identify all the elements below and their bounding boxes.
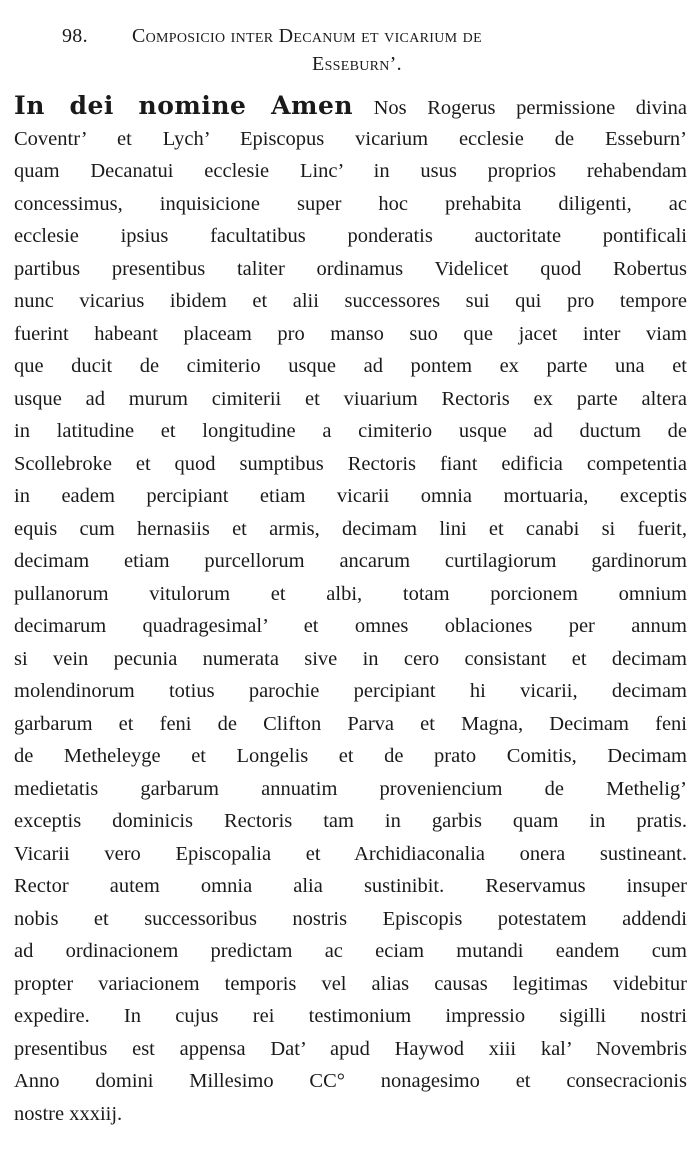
text-line: nobis et successoribus nostris Episcopis potestatem addendi xyxy=(14,907,687,930)
charter-text xyxy=(14,90,687,1130)
text-line: presentibus est appensa Dat’ apud Haywod xiii kal’ Novembris xyxy=(14,1037,687,1060)
text-line: in latitudine et longitudine a cimiterio usque ad ductum de xyxy=(14,420,687,442)
text-line: medietatis garbarum annuatim proveniencium de Methelig’ xyxy=(14,777,687,800)
text-line: exceptis dominicis Rectoris tam in garbis quam in pratis. xyxy=(14,810,687,832)
text-line: propter variacionem temporis vel alias causas legitimas videbitur xyxy=(14,972,687,995)
text-line: decimarum quadragesimal’ et omnes oblaciones per annum xyxy=(14,615,687,637)
heading-line-1 xyxy=(0,22,700,50)
text-line: Vicarii vero Episcopalia et Archidiaconalia onera sustineant. xyxy=(14,842,687,865)
text-line: Anno domini Millesimo CC° nonagesimo et consecracionis xyxy=(14,1070,687,1092)
incipit: In dei nomine Amen xyxy=(14,91,354,120)
text-line: si vein pecunia numerata sive in cero consistant et decimam xyxy=(14,647,687,670)
charter-number: 98. xyxy=(62,25,88,47)
text-line: que ducit de cimiterio usque ad pontem ex parte una et xyxy=(14,355,687,377)
heading-title-line-1: Composicio inter Decanum et vicarium de xyxy=(132,25,482,47)
text-line: concessimus, inquisicione super hoc prehabita diligenti, ac xyxy=(14,192,687,215)
text-line: decimam etiam purcellorum ancarum curtilagiorum gardinorum xyxy=(14,550,687,572)
text-line: in eadem percipiant etiam vicarii omnia mortuaria, exceptis xyxy=(14,485,687,507)
text-line: molendinorum totius parochie percipiant hi vicarii, decimam xyxy=(14,680,687,702)
text-line: In dei nomine Amen Nos Rogerus permissione divina xyxy=(14,91,687,120)
heading-title-line-2: Esseburn’. xyxy=(312,53,402,75)
text-line: ecclesie ipsius facultatibus ponderatis auctoritate pontificali xyxy=(14,225,687,247)
text-line: usque ad murum cimiterii et viuarium Rectoris ex parte altera xyxy=(14,387,687,410)
text-line: nunc vicarius ibidem et alii successores sui qui pro tempore xyxy=(14,290,687,312)
text-line: de Metheleyge et Longelis et de prato Comitis, Decimam xyxy=(14,745,687,767)
text-line: Coventr’ et Lych’ Episcopus vicarium ecclesie de Esseburn’ xyxy=(14,127,687,150)
document-heading xyxy=(0,22,700,78)
text-line: Rector autem omnia alia sustinibit. Reservamus insuper xyxy=(14,875,687,897)
text-line: ad ordinacionem predictam ac eciam mutandi eandem cum xyxy=(14,940,687,962)
text-line: Scollebroke et quod sumptibus Rectoris fiant edificia competentia xyxy=(14,452,687,475)
text-line: equis cum hernasiis et armis, decimam lini et canabi si fuerit, xyxy=(14,517,687,540)
text-line: pullanorum vitulorum et albi, totam porcionem omnium xyxy=(14,582,687,605)
text-line: expedire. In cujus rei testimonium impressio sigilli nostri xyxy=(14,1005,687,1027)
text-line: partibus presentibus taliter ordinamus Videlicet quod Robertus xyxy=(14,257,687,280)
text-line: quam Decanatui ecclesie Linc’ in usus proprios rehabendam xyxy=(14,160,687,182)
text-line: fuerint habeant placeam pro manso suo que jacet inter viam xyxy=(14,322,687,345)
text-line: garbarum et feni de Clifton Parva et Magna, Decimam feni xyxy=(14,712,687,735)
text-line: nostre xxxiij. xyxy=(14,1102,123,1125)
